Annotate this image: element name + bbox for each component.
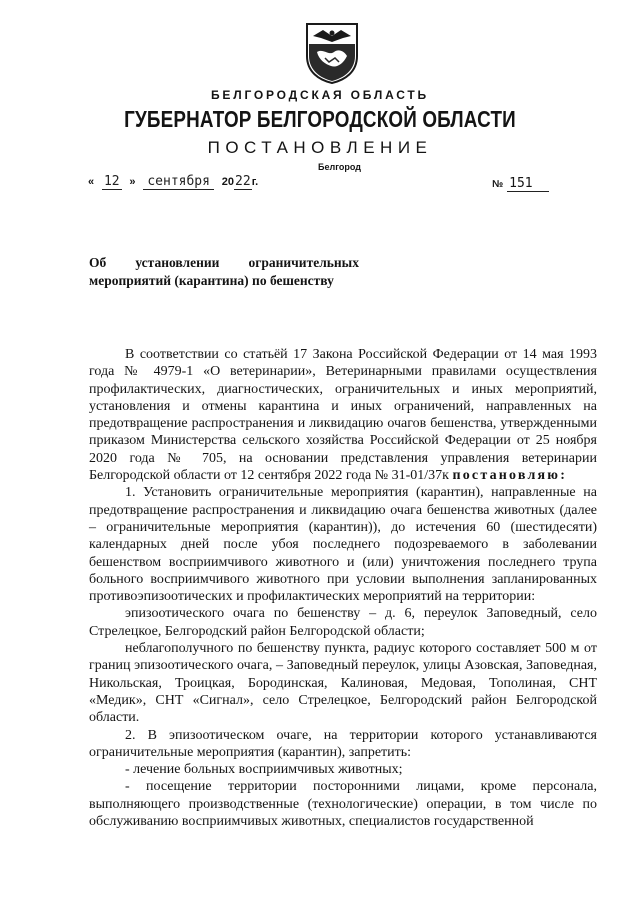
date-month: сентября [143, 174, 214, 190]
clause-1-focus: эпизоотического очага по бешенству – д. 6, переулок Заповедный, село Стрелецкое, Белгородский район Белгородской области; [89, 606, 597, 639]
date-quote-open: « [88, 176, 95, 188]
governor-heading: ГУБЕРНАТОР БЕЛГОРОДСКОЙ ОБЛАСТИ [124, 106, 516, 132]
document-body [89, 346, 597, 830]
preamble-text: В соответствии со статьёй 17 Закона Российской Федерации от 14 мая 1993 года № 4979-1 «О ветеринарии», Ветеринарными правилами осуществления профилактических, диагностических, ограничительных и иных мероприятий, установления и отмены карантина и иных ограничений, направленных на предотвращение распространения и ликвидацию очагов бешенства, утвержденными приказом Министерства сельского хозяйства Российской Федерации от 25 ноября 2020 года № 705, на основании представления управления ветеринарии Белгородской области от 12 сентября 2022 года № 31-01/37к [89, 347, 597, 484]
coat-of-arms-emblem [303, 22, 361, 84]
number-value: 151 [507, 176, 548, 192]
clause-2: 2. В эпизоотическом очаге, на территории которого устанавливаются ограничительные мероприятия (карантин), запретить: [89, 727, 597, 760]
title-line-2: мероприятий (карантина) по бешенству [89, 273, 334, 288]
document-type-heading: ПОСТАНОВЛЕНИЕ [207, 138, 433, 157]
preamble-paragraph [89, 346, 597, 484]
document-date [88, 174, 258, 189]
region-name: БЕЛГОРОДСКАЯ ОБЛАСТЬ [211, 88, 429, 102]
date-year-tail: г. [251, 176, 259, 188]
date-year-suffix: 22 [235, 174, 251, 189]
document-title [89, 254, 359, 290]
date-year-prefix: 20 [221, 176, 235, 188]
decree-word: постановляю: [452, 468, 568, 484]
city-name: Белгород [318, 162, 361, 172]
date-day: 12 [103, 174, 120, 189]
title-word: установлении [135, 255, 220, 270]
number-label: № [492, 179, 504, 190]
title-word: ограничительных [248, 255, 359, 270]
document-number [492, 174, 549, 192]
date-quote-close: » [129, 176, 136, 188]
clause-1: 1. Установить ограничительные мероприятия (карантин), направленные на предотвращение распространения и ликвидацию очага бешенства животных (далее – ограничительные мероприятия (карантин)), до истечения 60 (шестидесяти) календарных дней после убоя последнего подозреваемого в заболевании бешенством восприимчивого животного и (или) уничтожения последнего трупа больного восприимчивого животного при условии выполнения запланированных противоэпизоотических и профилактических мероприятий на территории: [89, 485, 597, 605]
clause-1-affected-point: неблагополучного по бешенству пункта, радиус которого составляет 500 м от границ эпизоотического очага, – Заповедный переулок, улицы Азовская, Заповедная, Никольская, Троицкая, Бородинская, Калиновая, Медовая, Тополиная, СНТ «Медик», СНТ «Сигнал», село Стрелецкое, Белгородский район Белгородской области. [89, 641, 597, 726]
clause-2-item-1: - лечение больных восприимчивых животных; [125, 762, 403, 778]
clause-2-item-2: - посещение территории посторонними лицами, кроме персонала, выполняющего производственные (технологические) операции, в том числе по обслуживанию восприимчивых животных, специалистов государственной [89, 779, 597, 830]
title-line-1 [89, 254, 359, 272]
title-word: Об [89, 255, 107, 270]
